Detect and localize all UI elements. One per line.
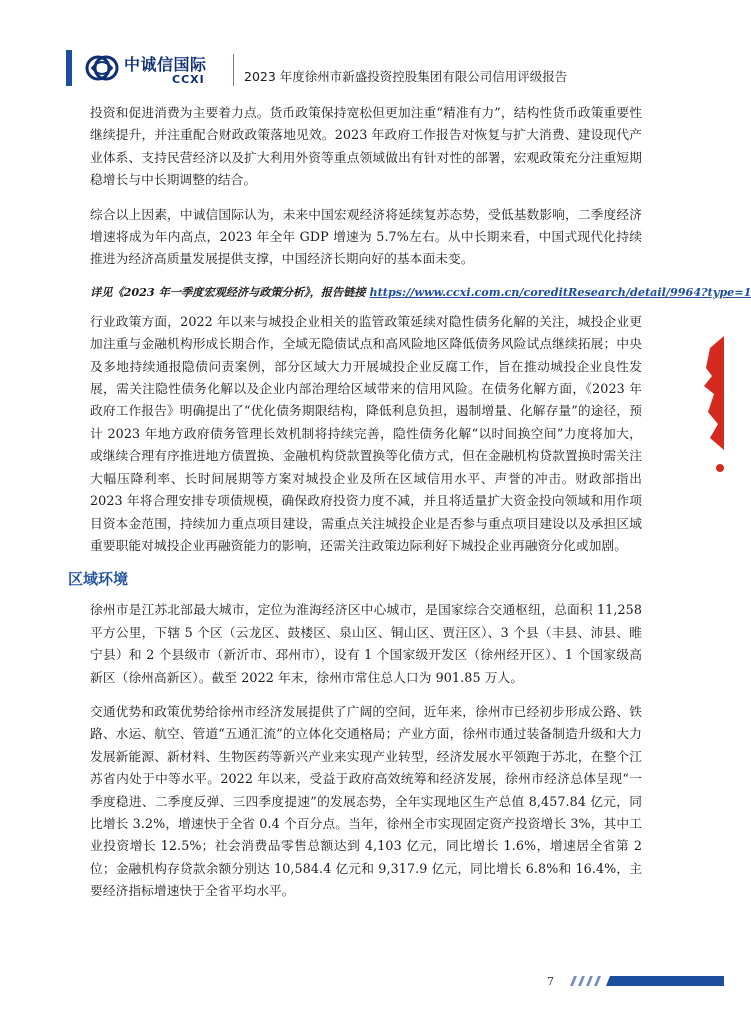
report-title: 2023 年度徐州市新盛投资控股集团有限公司信用评级报告: [244, 69, 568, 84]
reference-note-text: 详见《2023 年一季度宏观经济与政策分析》，报告链接: [90, 284, 366, 299]
page-number: 7: [547, 975, 554, 988]
paragraph-industry-policy: 行业政策方面，2022 年以来与城投企业相关的监管政策延续对隐性债务化解的关注，城投企业更加注重与金融机构形成长期合作，全域无隐债试点和高风险地区降低债务风险试点继续拓展；中央及多地持续通报隐债问责案例，部分区域大力开展城投企业反腐工作，旨在推动城投企业良性发展，需关注隐性债务化解以及企业内部治理给区域带来的信用风险。在债务化解方面，《2023 年政府工作报告》明确提出了“优化债务期限结构，降低利息负担，遏制增量、化解存量”的途径，预计 2023 年地方政府债务管理长效机制将持续完善，隐性债务化解“以时间换空间”力度将加大，或继续合理有序推进地方债置换、金融机构贷款置换等化债方式，但在金融机构贷款置换时需关注大幅压降利率、长时间展期等方案对城投企业及所在区域信用水平、声誉的冲击。财政部指出 2023 年将合理安排专项债规模，确保政府投资力度不减，并且将适量扩大资金投向领域和用作项目资本金范围，持续加力重点项目建设，需重点关注城投企业是否参与重点项目建设以及承担区域重要职能对城投企业再融资能力的影响，还需关注政策边际利好下城投企业再融资分化或加剧。: [90, 313, 642, 553]
paragraph-macro-outlook: 综合以上因素，中诚信国际认为，未来中国宏观经济将延续复苏态势，受低基数影响，二季度经济增速将成为年内高点，2023 年全年 GDP 增速为 5.7%左右。从中长期来看，中国式现代化持续推进为经济高质量发展提供支撑，中国经济长期向好的基本面未变。: [90, 206, 642, 267]
logo-chinese-name: 中诚信国际: [124, 55, 207, 74]
header-accent-bar: [66, 50, 72, 86]
page-body: [68, 102, 751, 903]
ccxi-logo: [84, 46, 224, 92]
red-seal-stamp-icon: [700, 328, 724, 478]
header-divider: [233, 54, 234, 86]
footer-stripes-decoration: [564, 976, 724, 986]
logo-english-name: CCXI: [172, 73, 205, 86]
paragraph-monetary-policy: 投资和促进消费为主要着力点。货币政策保持宽松但更加注重“精准有力”，结构性货币政策重要性继续提升，并注重配合财政政策落地见效。2023 年政府工作报告对恢复与扩大消费、建设现代产业体系、支持民营经济以及扩大利用外资等重点领域做出有针对性的部署，宏观政策充分注重短期稳增长与中长期调整的结合。: [90, 105, 642, 188]
page-header: [0, 0, 724, 92]
section-heading-regional-environment: 区域环境: [68, 570, 129, 589]
report-link[interactable]: https://www.ccxi.com.cn/coreditResearch/detail/9964?type=1: [369, 284, 751, 299]
ccxi-logo-icon: [84, 50, 124, 86]
paragraph-xuzhou-overview: 徐州市是江苏北部最大城市，定位为淮海经济区中心城市，是国家综合交通枢纽，总面积 11,258 平方公里，下辖 5 个区（云龙区、鼓楼区、泉山区、铜山区、贾汪区）、3 个县（丰县、沛县、睢宁县）和 2 个县级市（新沂市、邳州市），设有 1 个国家级开发区（徐州经开区）、1 个国家级高新区（徐州高新区）。截至 2022 年末，徐州市常住总人口为 901.85 万人。: [90, 602, 642, 685]
paragraph-xuzhou-economy: 交通优势和政策优势给徐州市经济发展提供了广阔的空间，近年来，徐州市已经初步形成公路、铁路、水运、航空、管道“五通汇流”的立体化交通格局；产业方面，徐州市通过装备制造升级和大力发展新能源、新材料、生物医药等新兴产业来实现产业转型，经济发展水平领跑于苏北，在整个江苏省内处于中等水平。2022 年以来，受益于政府高效统筹和经济发展，徐州市经济总体呈现“一季度稳进、二季度反弹、三四季度提速”的发展态势，全年实现地区生产总值 8,457.84 亿元，同比增长 3.2%，增速快于全省 0.4 个百分点。当年，徐州全市实现固定资产投资增长 3%，其中工业投资增长 12.5%；社会消费品零售总额达到 4,103 亿元，同比增长 1.6%，增速居全省第 2 位；金融机构存贷款余额分别达 10,584.4 亿元和 9,317.9 亿元，同比增长 6.8%和 16.4%，主要经济指标增速快于全省平均水平。: [90, 703, 642, 899]
report-reference-note: [90, 283, 751, 301]
